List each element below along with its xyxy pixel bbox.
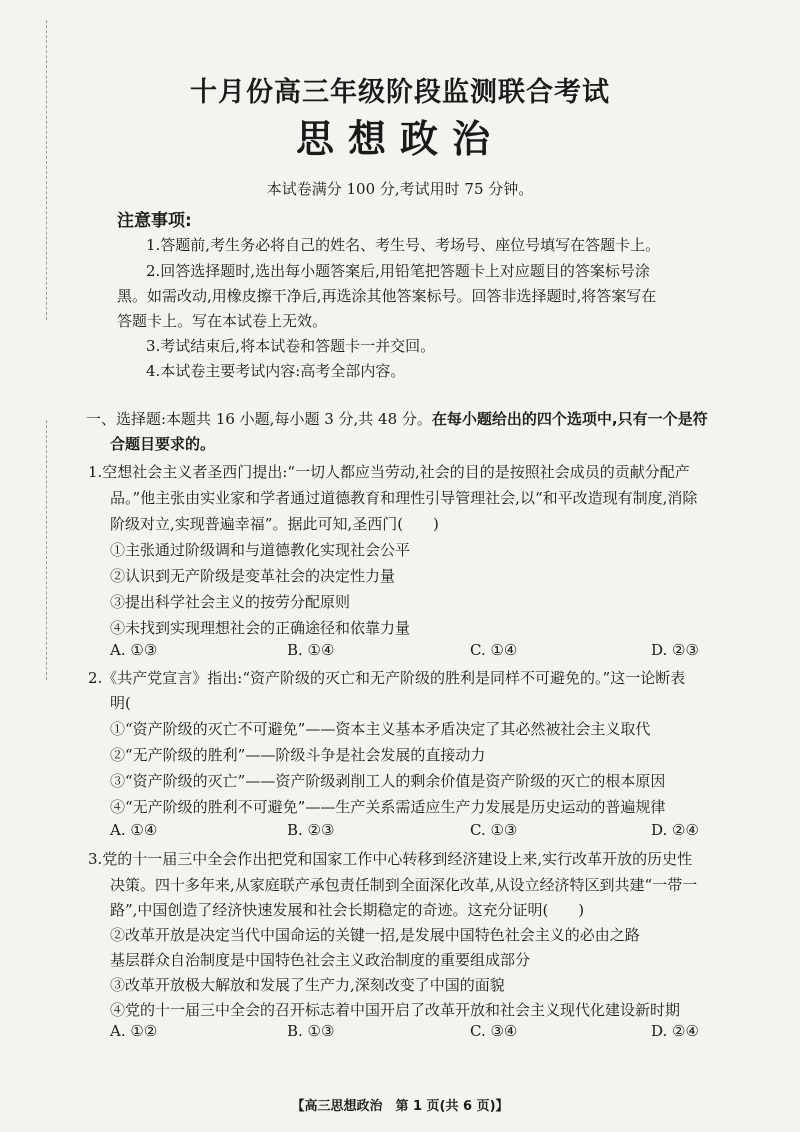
question-3-option-a: A. ①②: [110, 1022, 158, 1040]
question-1-item: ③提出科学社会主义的按劳分配原则: [110, 593, 351, 611]
notice-line: 1.答题前,考生务必将自己的姓名、考生号、考场号、座位号填写在答题卡上。: [146, 236, 661, 254]
question-3-item: ②改革开放是决定当代中国命运的关键一招,是发展中国特色社会主义的必由之路: [110, 926, 640, 944]
question-2-item: ②“无产阶级的胜利”——阶级斗争是社会发展的直接动力: [110, 746, 486, 764]
question-1-option-b: B. ①④: [287, 641, 335, 659]
question-2-item: ④“无产阶级的胜利不可避免”——生产关系需适应生产力发展是历史运动的普遍规律: [110, 798, 666, 816]
binding-line: [46, 420, 47, 680]
question-3-item: ③改革开放极大解放和发展了生产力,深刻改变了中国的面貌: [110, 976, 505, 994]
question-1-stem: 品。”他主张由实业家和学者通过道德教育和理性引导管理社会,以“和平改造现有制度,消除: [110, 489, 698, 507]
question-1-stem: 1.空想社会主义者圣西门提出:“一切人都应当劳动,社会的目的是按照社会成员的贡献分配产: [88, 463, 690, 481]
binding-line: [46, 20, 47, 320]
question-1-option-a: A. ①③: [110, 641, 158, 659]
subject-title: 思想政治: [295, 117, 504, 161]
question-2-stem: 明(: [110, 694, 131, 712]
question-2-item: ①“资产阶级的灭亡不可避免”——资本主义基本矛盾决定了其必然被社会主义取代: [110, 720, 651, 738]
question-3-item: 基层群众自治制度是中国特色社会主义政治制度的重要组成部分: [110, 951, 531, 969]
question-3-item: ④党的十一届三中全会的召开标志着中国开启了改革开放和社会主义现代化建设新时期: [110, 1001, 681, 1019]
notice-line: 4.本试卷主要考试内容:高考全部内容。: [146, 362, 406, 380]
question-2-stem: 2.《共产党宣言》指出:“资产阶级的灭亡和无产阶级的胜利是同样不可避免的。”这一论断表: [88, 669, 686, 687]
question-1-option-c: C. ①④: [470, 641, 518, 659]
question-1-item: ④未找到实现理想社会的正确途径和依靠力量: [110, 619, 411, 637]
question-3-option-d: D. ②④: [651, 1022, 699, 1040]
question-2-option-b: B. ②③: [287, 821, 335, 839]
question-3-option-c: C. ③④: [470, 1022, 518, 1040]
question-3-stem: 决策。四十多年来,从家庭联产承包责任制到全面深化改革,从设立经济特区到共建“一带一: [110, 876, 698, 894]
exam-info: 本试卷满分 100 分,考试用时 75 分钟。: [266, 180, 534, 198]
question-2-option-d: D. ②④: [651, 821, 699, 839]
question-1-item: ①主张通过阶级调和与道德教化实现社会公平: [110, 541, 411, 559]
section-heading-bold: 在每小题给出的四个选项中,只有一个是符: [431, 410, 708, 428]
exam-title: 十月份高三年级阶段监测联合考试: [190, 77, 610, 108]
question-2-option-c: C. ①③: [470, 821, 518, 839]
question-2-item: ③“资产阶级的灭亡”——资产阶级剥削工人的剩余价值是资产阶级的灭亡的根本原因: [110, 772, 666, 790]
question-1-stem: 阶级对立,实现普遍幸福”。据此可知,圣西门( ): [110, 515, 439, 533]
section-heading-cont: 合题目要求的。: [110, 435, 216, 453]
section-heading-plain: 一、选择题:本题共 16 小题,每小题 3 分,共 48 分。: [86, 410, 432, 428]
notice-line: 黑。如需改动,用橡皮擦干净后,再选涂其他答案标号。回答非选择题时,将答案写在: [117, 287, 657, 305]
section-heading: [86, 408, 708, 429]
question-2-option-a: A. ①④: [110, 821, 158, 839]
notice-line: 答题卡上。写在本试卷上无效。: [117, 312, 328, 330]
question-3-stem: 3.党的十一届三中全会作出把党和国家工作中心转移到经济建设上来,实行改革开放的历史性: [88, 850, 693, 868]
page-footer: 【高三思想政治 第 1 页(共 6 页)】: [291, 1099, 509, 1114]
notice-line: 3.考试结束后,将本试卷和答题卡一并交回。: [146, 337, 436, 355]
question-3-option-b: B. ①③: [287, 1022, 335, 1040]
question-1-option-d: D. ②③: [651, 641, 699, 659]
question-3-stem: 路”,中国创造了经济快速发展和社会长期稳定的奇迹。这充分证明( ): [110, 901, 585, 919]
question-1-item: ②认识到无产阶级是变革社会的决定性力量: [110, 567, 396, 585]
notice-line: 2.回答选择题时,选出每小题答案后,用铅笔把答题卡上对应题目的答案标号涂: [146, 262, 650, 280]
notice-heading: 注意事项:: [117, 211, 192, 231]
